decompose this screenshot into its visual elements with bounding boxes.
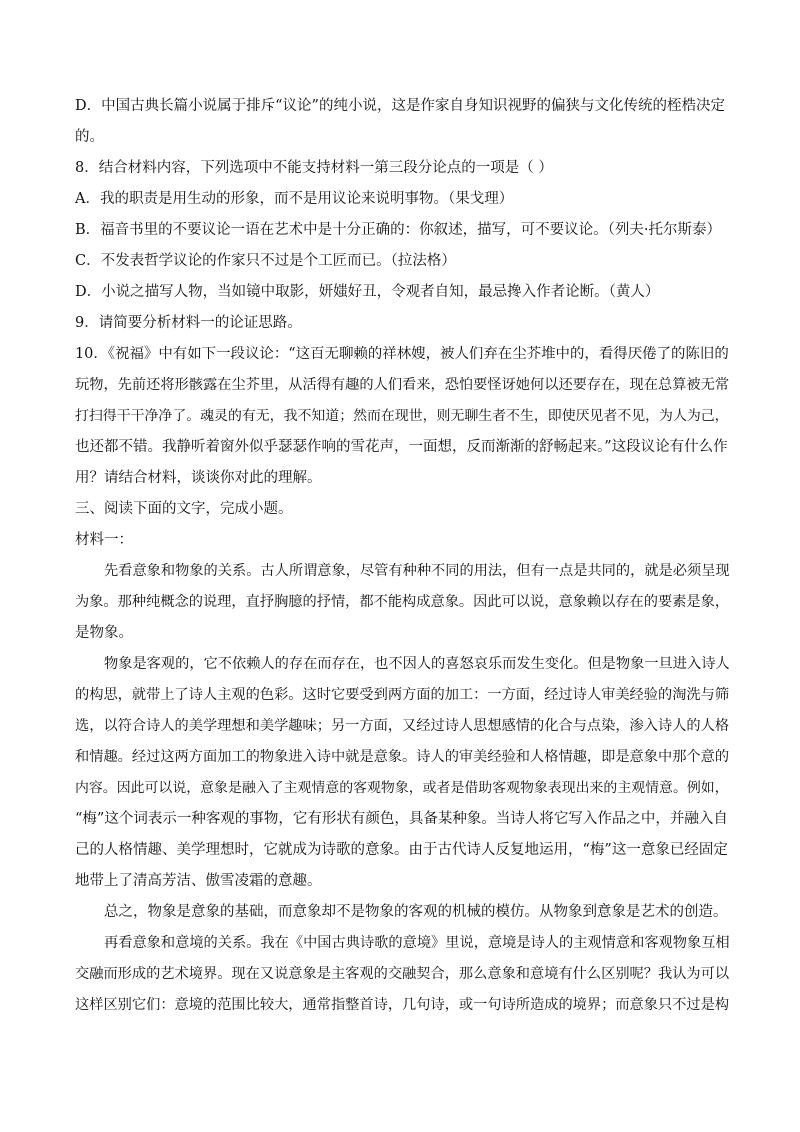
option-c: C．不发表哲学议论的作家只不过是个工匠而已。（拉法格） [75,253,456,269]
text-line: “梅”这个词表示一种客观的事物，它有形状有颜色，具备某种象。当诗人将它写入作品之中，并融入自 [75,811,728,827]
text-line: 物象是客观的，它不依赖人的存在而存在，也不因人的喜怒哀乐而发生变化。但是物象一旦进入诗人 [104,656,730,672]
text-line: 是物象。 [75,625,133,641]
option-d: D．小说之描写人物，当如镜中取影，妍媸好丑，令观者自知，最忌搀入作者论断。（黄人） [75,284,660,300]
text-line: 10．《祝福》中有如下一段议论：“这百无聊赖的祥林嫂，被人们弃在尘芥堆中的，看得厌倦了的陈旧的 [75,346,729,362]
question-8 [75,153,730,308]
text-line: 先看意象和物象的关系。古人所谓意象，尽管有种种不同的用法，但有一点是共同的，就是必须呈现 [104,563,730,579]
text-line: 地带上了清高芳洁、傲雪凌霜的意趣。 [75,873,322,889]
text-line: 这样区别它们：意境的范围比较大，通常指整首诗，几句诗，或一句诗所造成的境界；而意象只不过是构 [75,997,730,1013]
question-9 [75,308,730,339]
section-3-heading [75,494,730,556]
option-a: A．我的职责是用生动的形象，而不是用议论来说明事物。（果戈理） [75,191,514,207]
text-line: 总之，物象是意象的基础，而意象却不是物象的客观的机械的模仿。从物象到意象是艺术的创造。 [104,904,728,920]
section-heading: 三、阅读下面的文字，完成小题。 [75,501,293,517]
paragraph-1 [75,556,730,649]
question-stem: 8．结合材料内容，下列选项中不能支持材料一第三段分论点的一项是（ ） [75,160,553,176]
text-line: 玩物，先前还将形骸露在尘芥里，从活得有趣的人们看来，恐怕要怪讶她何以还要存在，现在总算被无常 [75,377,730,393]
text-line: 再看意象和意境的关系。我在《中国古典诗歌的意境》里说，意境是诗人的主观情意和客观物象互相 [104,935,730,951]
text-line: 和情趣。经过这两方面加工的物象进入诗中就是意象。诗人的审美经验和人格情趣，即是意象中那个意的 [75,749,730,765]
option-b: B．福音书里的不要议论一语在艺术中是十分正确的：你叙述，描写，可不要议论。（列夫·托尔斯泰） [75,222,722,238]
text-line: 交融而形成的艺术境界。现在又说意象是主客观的交融契合，那么意象和意境有什么区别呢？我认为可以 [75,966,730,982]
text-line: 内容。因此可以说，意象是融入了主观情意的客观物象，或者是借助客观物象表现出来的主观情意。例如， [75,780,729,796]
text-line: 也还都不错。我静听着窗外似乎瑟瑟作响的雪花声，一面想，反而渐渐的舒畅起来。”这段议论有什么作 [75,439,728,455]
text-line: 的。 [75,129,104,145]
text-line: 己的人格情趣、美学理想时，它就成为诗歌的意象。由于古代诗人反复地运用，“梅”这一意象已经固定 [75,842,728,858]
text-line: 为象。那种纯概念的说理，直抒胸臆的抒情，都不能构成意象。因此可以说，意象赖以存在的要素是象， [75,594,730,610]
text-line: 打扫得干干净净了。魂灵的有无，我不知道；然而在现世，则无聊生者不生，即使厌见者不见，为人为己， [75,408,729,424]
question-stem: 9．请简要分析材料一的论证思路。 [75,315,302,331]
text-line: D．中国古典长篇小说属于排斥“议论”的纯小说，这是作家自身知识视野的偏狭与文化传统的桎梏决定 [75,98,725,114]
text-line: 用？请结合材料，谈谈你对此的理解。 [75,470,322,486]
text-line: 的构思，就带上了诗人主观的色彩。这时它要受到两方面的加工：一方面，经过诗人审美经验的淘洗与筛 [75,687,730,703]
material-label: 材料一： [75,532,133,548]
paragraph-3 [75,897,730,928]
paragraph-2 [75,649,730,897]
paragraph-4 [75,928,730,1021]
text-line: 选，以符合诗人的美学理想和美学趣味；另一方面，又经过诗人思想感情的化合与点染，渗入诗人的人格 [75,718,730,734]
option-d-previous [75,91,730,153]
question-10 [75,339,730,494]
